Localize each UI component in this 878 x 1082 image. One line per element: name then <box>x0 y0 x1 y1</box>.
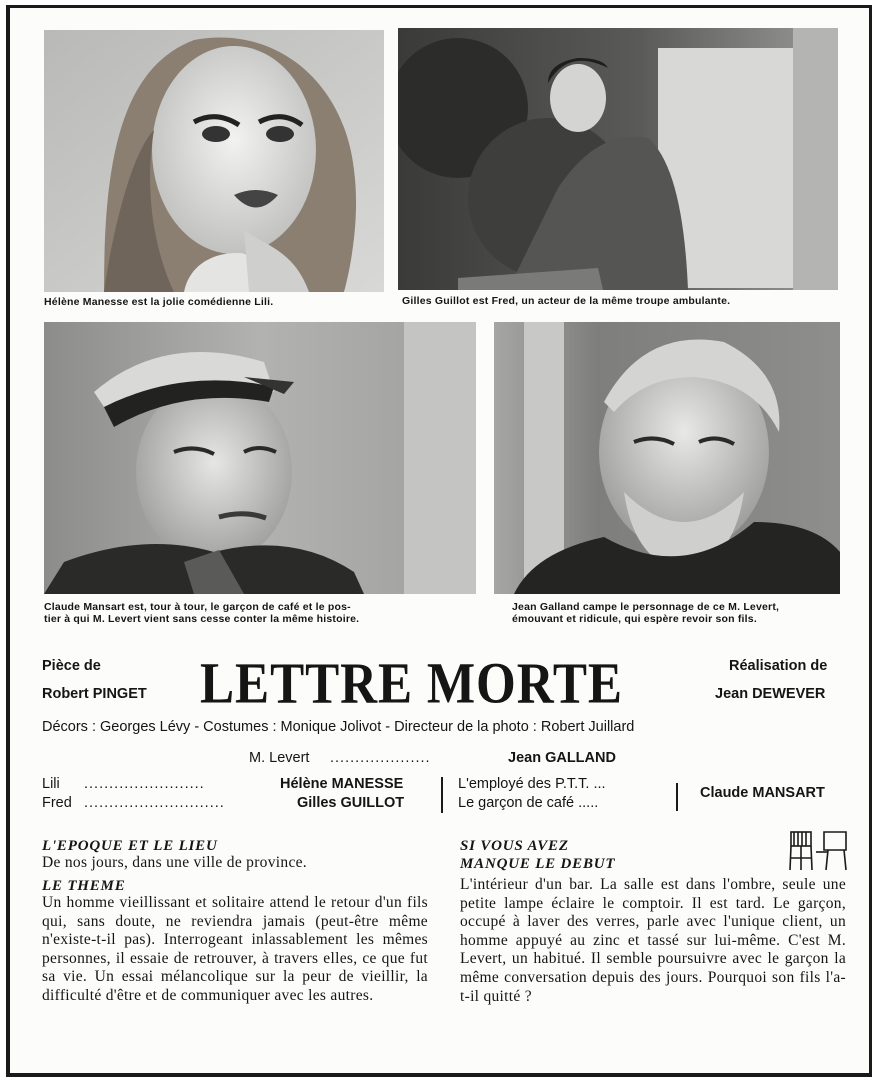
caption-photo-4-line-1: Jean Galland campe le personnage de ce M. Levert, <box>512 601 780 613</box>
cast-mansart-actor: Claude MANSART <box>700 785 825 801</box>
cast-levert-dots: .................... <box>330 750 431 766</box>
cast-garcon-role: Le garçon de café ..... <box>458 795 599 811</box>
caption-photo-3-line-2: tier à qui M. Levert vient sans cesse conter la même histoire. <box>44 613 360 625</box>
cast-fred-role: Fred <box>42 795 72 811</box>
cast-ptt-role: L'employé des P.T.T. ... <box>458 776 606 792</box>
piece-label: Pièce de <box>42 658 101 674</box>
cast-lili-dots: ........................ <box>84 776 205 792</box>
piece-author: Robert PINGET <box>42 686 147 702</box>
photo-jean-galland <box>494 322 840 594</box>
cast-lili-actor: Hélène MANESSE <box>280 776 404 792</box>
bar-stools-icon <box>788 828 850 872</box>
photo-claude-mansart <box>44 322 476 594</box>
caption-photo-1: Hélène Manesse est la jolie comédienne Lili. <box>44 296 274 308</box>
section-debut-heading-1: SI VOUS AVEZ <box>460 838 569 854</box>
cast-levert-role: M. Levert <box>249 750 310 766</box>
caption-photo-2: Gilles Guillot est Fred, un acteur de la même troupe ambulante. <box>402 295 731 307</box>
cast-lili-role: Lili <box>42 776 60 792</box>
photo-helene-manesse <box>44 30 384 292</box>
section-epoque-text: De nos jours, dans une ville de province. <box>42 854 307 871</box>
section-theme-heading: LE THEME <box>42 878 126 894</box>
cast-levert-actor: Jean GALLAND <box>508 750 616 766</box>
section-theme-text: Un homme vieillissant et solitaire attend le retour d'un fils qui, sans doute, ne reviendra jamais (peut-être même n'existe-t-il pas). Interrogeant inlassablement les mêmes personnes, il essaie de retrouver, à travers elles, ce que fut sa vie. Un essai mélancolique sur la peur de vieillir, la difficulté d'être et de communiquer avec les autres. <box>42 894 428 1004</box>
credits-line: Décors : Georges Lévy - Costumes : Monique Jolivot - Directeur de la photo : Robert Juillard <box>42 719 635 735</box>
cast-fred-dots: ............................ <box>84 795 225 811</box>
photo-gilles-guillot <box>398 28 838 290</box>
section-epoque-heading: L'EPOQUE ET LE LIEU <box>42 838 218 854</box>
cast-fred-actor: Gilles GUILLOT <box>297 795 405 811</box>
realisation-author: Jean DEWEVER <box>715 686 826 702</box>
section-debut-heading-2: MANQUE LE DEBUT <box>460 856 616 872</box>
title-text: LETTRE MORTE <box>200 651 623 716</box>
caption-photo-4-line-2: émouvant et ridicule, qui espère revoir son fils. <box>512 613 757 625</box>
title <box>200 650 685 716</box>
cast-divider-left <box>441 777 443 813</box>
realisation-label: Réalisation de <box>729 658 828 674</box>
section-debut-text: L'intérieur d'un bar. La salle est dans l'ombre, seule une petite lampe éclaire le comptoir. Il est tard. Le garçon, occupé à laver des verres, parle avec l'unique client, un homme appuyé au zinc et tassé sur lui-même. C'est M. Levert, un habitué. Il semble poursuivre avec le garçon la même conversation depuis des jours. Pourquoi son fils l'a-t-il quitté ? <box>460 876 846 1005</box>
caption-photo-3-line-1: Claude Mansart est, tour à tour, le garçon de café et le pos- <box>44 601 351 613</box>
cast-divider-right <box>676 783 678 811</box>
